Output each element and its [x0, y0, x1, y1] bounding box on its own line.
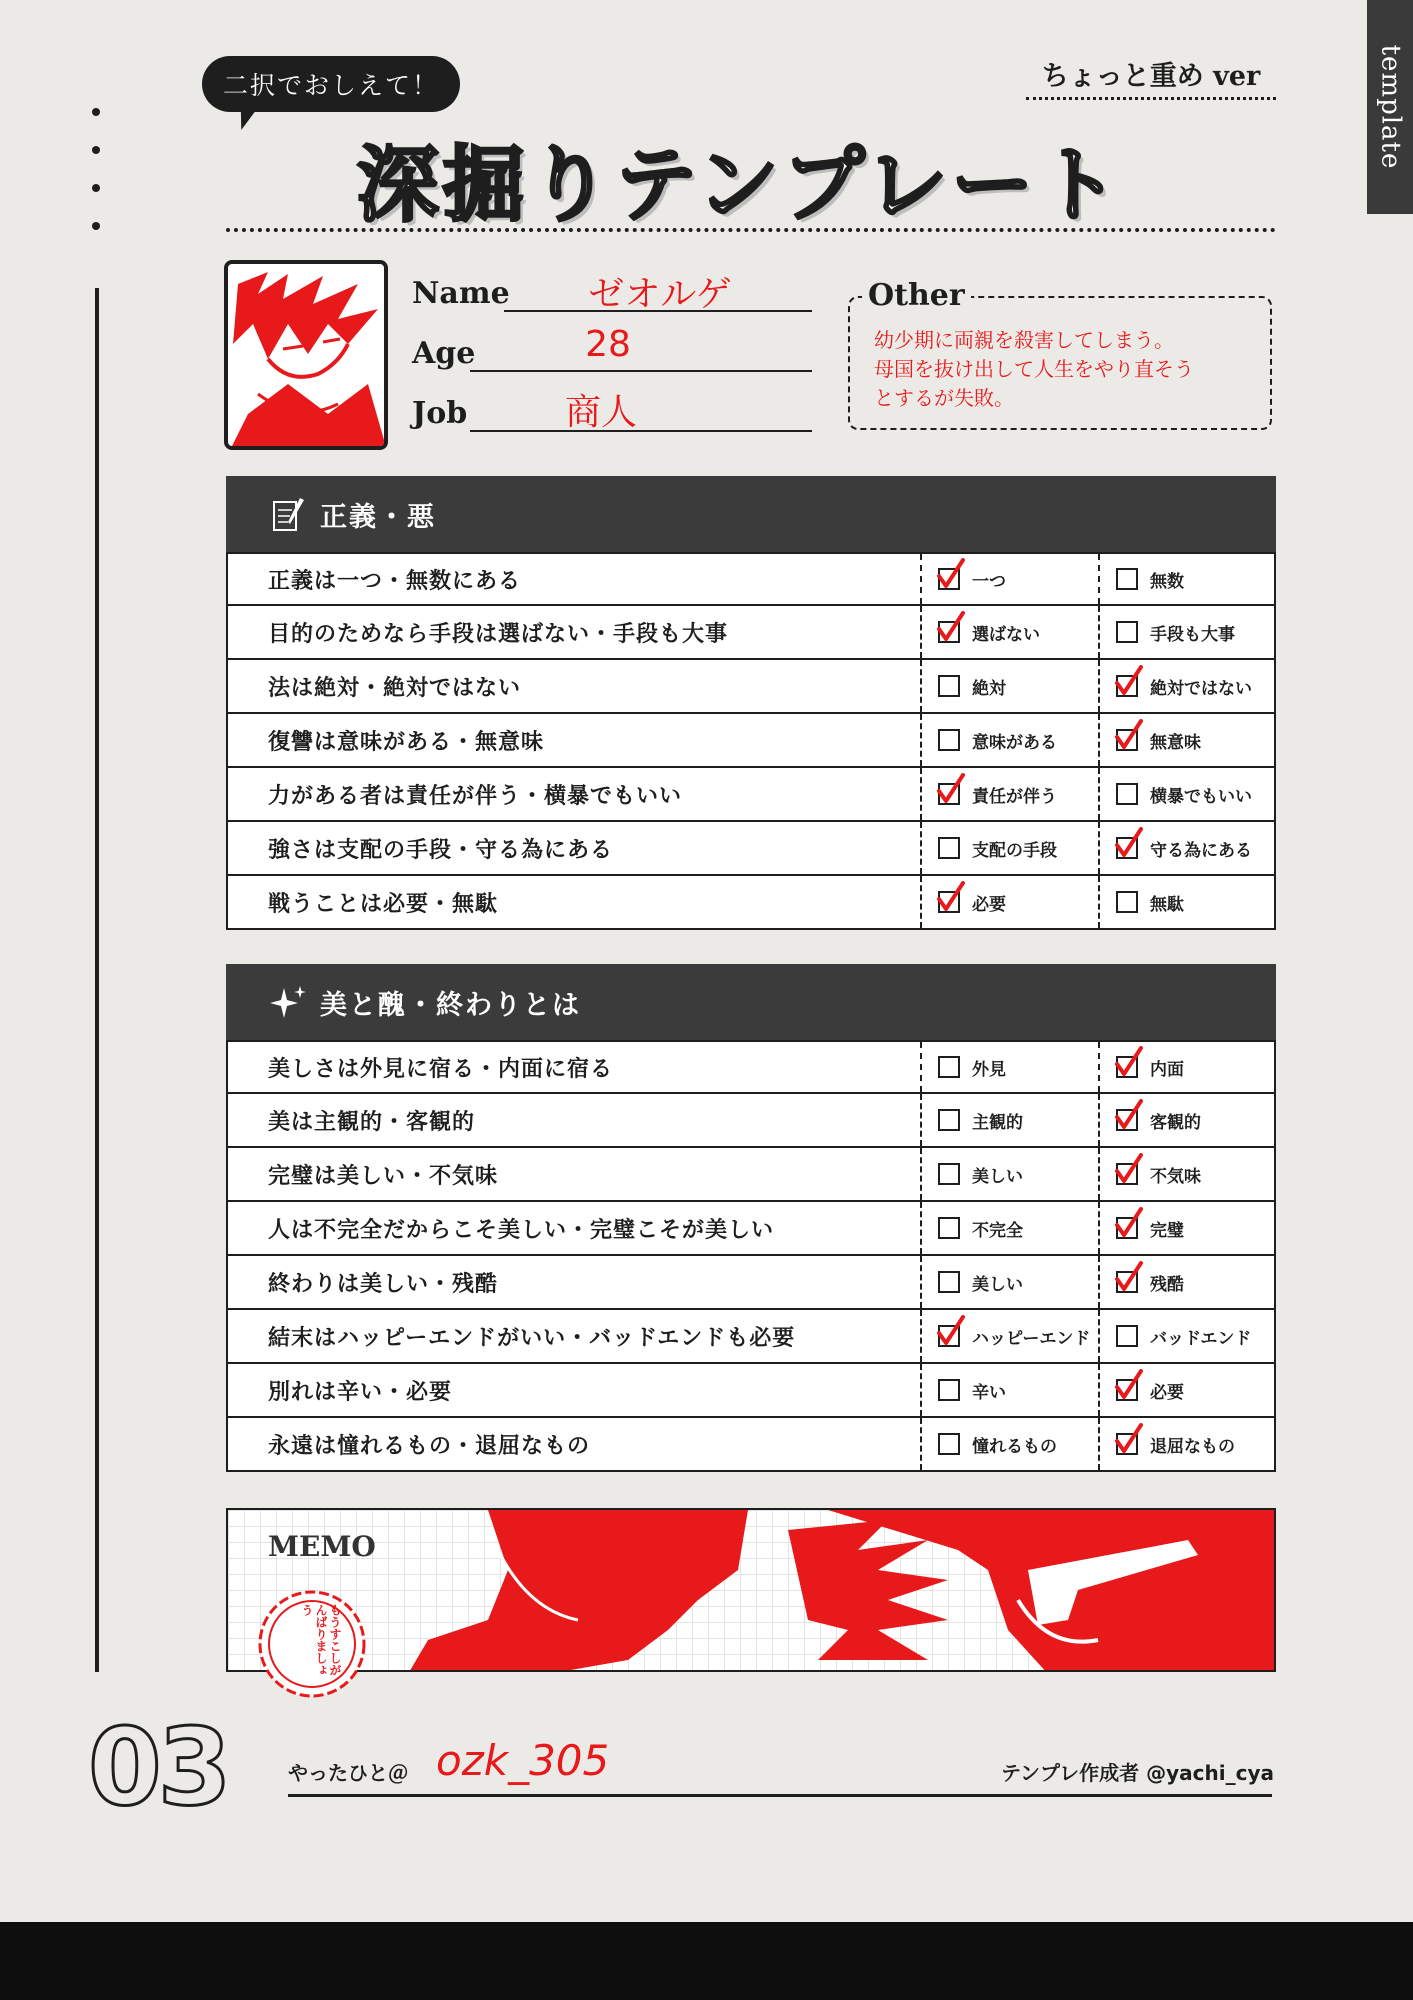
option-label: 絶対: [972, 678, 1006, 699]
option-label: ハッピーエンド: [972, 1328, 1091, 1349]
option-a[interactable]: [920, 1310, 1098, 1362]
other-title: Other: [862, 278, 971, 313]
checkbox[interactable]: [938, 1109, 960, 1131]
checkbox-checked[interactable]: [1116, 729, 1138, 751]
memo-label: MEMO: [268, 1530, 376, 1563]
checkbox[interactable]: [938, 1217, 960, 1239]
question-text: 法は絶対・絶対ではない: [268, 674, 522, 701]
name-label: Name: [412, 276, 510, 311]
checkbox-checked[interactable]: [1116, 675, 1138, 697]
question-text: 復讐は意味がある・無意味: [268, 728, 545, 755]
decor-dot: [92, 184, 100, 192]
option-a[interactable]: [920, 1148, 1098, 1200]
option-label: 手段も大事: [1150, 624, 1235, 645]
option-b[interactable]: [1098, 1042, 1274, 1092]
option-a[interactable]: [920, 876, 1098, 928]
checkbox-checked[interactable]: [938, 621, 960, 643]
option-label: 美しい: [972, 1274, 1023, 1295]
checkbox[interactable]: [1116, 891, 1138, 913]
checkbox[interactable]: [938, 729, 960, 751]
checkbox-checked[interactable]: [1116, 1271, 1138, 1293]
section-title: 美と醜・終わりとは: [320, 989, 581, 1021]
option-label: 無駄: [1150, 894, 1184, 915]
age-value[interactable]: 28: [585, 324, 631, 365]
question-row: [226, 1148, 1276, 1202]
option-label: 絶対ではない: [1150, 678, 1252, 699]
job-label: Job: [412, 396, 468, 431]
question-row: [226, 606, 1276, 660]
section-header-beauty: [226, 964, 1276, 1040]
question-text: 目的のためなら手段は選ばない・手段も大事: [268, 620, 729, 647]
question-text: 完璧は美しい・不気味: [268, 1162, 499, 1189]
checkbox[interactable]: [938, 1163, 960, 1185]
option-label: 外見: [972, 1059, 1006, 1080]
option-label: 憧れるもの: [972, 1436, 1057, 1457]
question-row: [226, 1040, 1276, 1094]
question-text: 別れは辛い・必要: [268, 1378, 453, 1405]
checkbox[interactable]: [1116, 783, 1138, 805]
question-row: [226, 876, 1276, 930]
option-b[interactable]: [1098, 876, 1274, 928]
question-row: [226, 822, 1276, 876]
option-a[interactable]: [920, 1418, 1098, 1470]
page-title: 深掘りテンプレート: [356, 137, 1124, 233]
section-title: 正義・悪: [320, 501, 436, 533]
question-row: [226, 552, 1276, 606]
question-text: 力がある者は責任が伴う・横暴でもいい: [268, 782, 683, 809]
option-b[interactable]: [1098, 606, 1274, 658]
option-b[interactable]: [1098, 1094, 1274, 1146]
side-tab-label: template: [1375, 44, 1406, 170]
option-a[interactable]: [920, 660, 1098, 712]
checkbox[interactable]: [1116, 1325, 1138, 1347]
question-row: [226, 768, 1276, 822]
option-label: 不完全: [972, 1220, 1023, 1241]
checkbox-checked[interactable]: [938, 1325, 960, 1347]
bottom-bar: [0, 1922, 1413, 2000]
option-label: 無数: [1150, 571, 1184, 592]
option-label: 守る為にある: [1150, 840, 1252, 861]
option-b[interactable]: [1098, 660, 1274, 712]
option-b[interactable]: [1098, 768, 1274, 820]
age-line: [470, 370, 812, 372]
option-a[interactable]: [920, 1042, 1098, 1092]
variant-label: ちょっと重め ver: [1026, 54, 1276, 100]
scroll-quill-icon: [266, 492, 310, 536]
checkbox-checked[interactable]: [1116, 1056, 1138, 1078]
question-text: 戦うことは必要・無駄: [268, 890, 499, 917]
other-line: とするが失敗。: [874, 386, 1014, 410]
decor-dot: [92, 108, 100, 116]
checkbox[interactable]: [938, 1271, 960, 1293]
sparkle-icon: [266, 980, 310, 1024]
option-b[interactable]: [1098, 554, 1274, 604]
question-text: 正義は一つ・無数にある: [268, 567, 522, 594]
option-label: 意味がある: [972, 732, 1057, 753]
checkbox[interactable]: [1116, 568, 1138, 590]
option-a[interactable]: [920, 606, 1098, 658]
option-b[interactable]: [1098, 1310, 1274, 1362]
option-label: 内面: [1150, 1059, 1184, 1080]
option-a[interactable]: [920, 1364, 1098, 1416]
question-row: [226, 1256, 1276, 1310]
option-b[interactable]: [1098, 1202, 1274, 1254]
question-row: [226, 714, 1276, 768]
checkbox[interactable]: [1116, 621, 1138, 643]
other-notes[interactable]: [874, 326, 1264, 413]
checkbox-checked[interactable]: [1116, 1217, 1138, 1239]
footer-who-label: やったひと＠: [288, 1761, 408, 1785]
option-b[interactable]: [1098, 714, 1274, 766]
checkbox-checked[interactable]: [938, 568, 960, 590]
option-label: バッドエンド: [1150, 1328, 1252, 1349]
avatar-sketch: [228, 264, 388, 450]
question-text: 強さは支配の手段・守る為にある: [268, 836, 614, 863]
question-row: [226, 1310, 1276, 1364]
option-b[interactable]: [1098, 822, 1274, 874]
character-avatar: [224, 260, 388, 450]
footer-credit: テンプレ作成者 @yachi_cya: [1000, 1761, 1274, 1785]
option-label: 横暴でもいい: [1150, 786, 1252, 807]
checkbox-checked[interactable]: [938, 891, 960, 913]
question-row: [226, 1094, 1276, 1148]
option-a[interactable]: [920, 554, 1098, 604]
checkbox-checked[interactable]: [1116, 1109, 1138, 1131]
option-label: 残酷: [1150, 1274, 1184, 1295]
option-label: 完璧: [1150, 1220, 1184, 1241]
question-row: [226, 1364, 1276, 1418]
option-label: 必要: [1150, 1382, 1184, 1403]
age-label: Age: [412, 336, 476, 371]
option-label: 主観的: [972, 1112, 1023, 1133]
option-label: 退屈なもの: [1150, 1436, 1235, 1457]
checkbox-checked[interactable]: [1116, 1163, 1138, 1185]
option-label: 支配の手段: [972, 840, 1057, 861]
other-line: 母国を抜け出して人生をやり直そう: [874, 357, 1194, 381]
option-b[interactable]: [1098, 1364, 1274, 1416]
question-text: 人は不完全だからこそ美しい・完璧こそが美しい: [268, 1216, 775, 1243]
side-tab: [1367, 0, 1413, 214]
job-value[interactable]: 商人: [564, 392, 637, 433]
checkbox[interactable]: [938, 1379, 960, 1401]
question-text: 終わりは美しい・残酷: [268, 1270, 499, 1297]
checkbox-checked[interactable]: [1116, 1433, 1138, 1455]
question-row: [226, 660, 1276, 714]
name-value[interactable]: ゼオルゲ: [588, 274, 732, 315]
page-number: 03: [88, 1706, 228, 1829]
question-row: [226, 1418, 1276, 1472]
section-rows-beauty: [226, 1040, 1276, 1472]
section-header-justice: [226, 476, 1276, 552]
option-a[interactable]: [920, 1256, 1098, 1308]
option-a[interactable]: [920, 768, 1098, 820]
option-label: 客観的: [1150, 1112, 1201, 1133]
margin-line: [95, 288, 99, 1672]
question-text: 美は主観的・客観的: [268, 1108, 476, 1135]
checkbox-checked[interactable]: [938, 783, 960, 805]
option-label: 必要: [972, 894, 1006, 915]
decor-dot: [92, 222, 100, 230]
question-row: [226, 1202, 1276, 1256]
option-label: 辛い: [972, 1382, 1006, 1403]
checkbox[interactable]: [938, 675, 960, 697]
option-label: 責任が伴う: [972, 786, 1057, 807]
stamp-badge: [254, 1586, 370, 1702]
option-label: 一つ: [972, 571, 1006, 592]
checkbox-checked[interactable]: [1116, 1379, 1138, 1401]
option-a[interactable]: [920, 714, 1098, 766]
option-b[interactable]: [1098, 1148, 1274, 1200]
title-divider: [226, 228, 1276, 232]
option-a[interactable]: [920, 1202, 1098, 1254]
option-a[interactable]: [920, 1094, 1098, 1146]
stamp-text: もうすこしがんばりましょう: [300, 1604, 342, 1676]
option-a[interactable]: [920, 822, 1098, 874]
option-b[interactable]: [1098, 1418, 1274, 1470]
question-text: 結末はハッピーエンドがいい・バッドエンドも必要: [268, 1324, 796, 1351]
question-text: 永遠は憧れるもの・退屈なもの: [268, 1432, 591, 1459]
other-line: 幼少期に両親を殺害してしまう。: [874, 328, 1174, 352]
footer-who-value[interactable]: ozk_305: [436, 1736, 610, 1785]
checkbox-checked[interactable]: [1116, 837, 1138, 859]
question-text: 美しさは外見に宿る・内面に宿る: [268, 1055, 614, 1082]
option-label: 不気味: [1150, 1166, 1201, 1187]
memo-box[interactable]: [226, 1508, 1276, 1672]
memo-sketch: [228, 1510, 1276, 1672]
checkbox[interactable]: [938, 837, 960, 859]
option-label: 無意味: [1150, 732, 1201, 753]
footer-line: [288, 1794, 1272, 1797]
decor-dot: [92, 146, 100, 154]
option-label: 美しい: [972, 1166, 1023, 1187]
speech-bubble: 二択でおしえて！: [202, 56, 460, 112]
section-rows-justice: [226, 552, 1276, 930]
option-label: 選ばない: [972, 624, 1040, 645]
checkbox[interactable]: [938, 1056, 960, 1078]
checkbox[interactable]: [938, 1433, 960, 1455]
option-b[interactable]: [1098, 1256, 1274, 1308]
